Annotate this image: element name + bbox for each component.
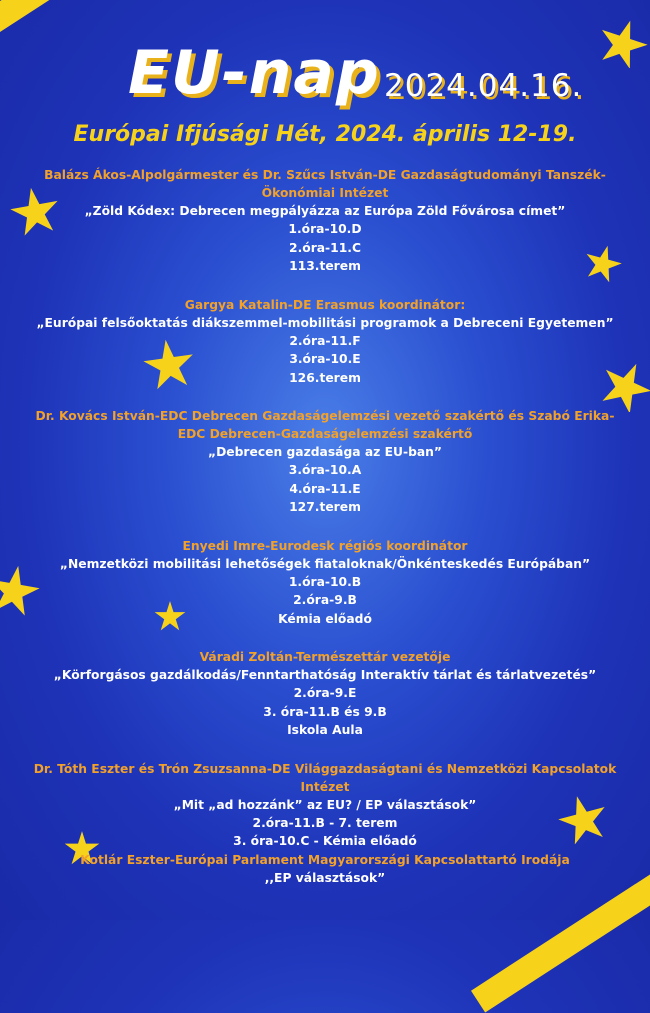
event-speaker: Dr. Tóth Eszter és Trón Zsuzsanna-DE Világgazdaságtani és Nemzetközi Kapcsolatok Intézet bbox=[33, 761, 617, 794]
event-talk-title: „Európai felsőoktatás diákszemmel-mobilitási programok a Debreceni Egyetemen” bbox=[36, 315, 614, 330]
event-schedule-line: 2.óra-9.E bbox=[293, 686, 357, 700]
header bbox=[0, 38, 650, 118]
event-schedule-line: 1.óra-10.D bbox=[288, 222, 362, 236]
event-schedule-line: 3.óra-10.E bbox=[289, 352, 361, 366]
event-speaker: Gargya Katalin-DE Erasmus koordinátor: bbox=[184, 297, 466, 312]
event-speaker: Dr. Kovács István-EDC Debrecen Gazdaságelemzési vezető szakértő és Szabó Erika-EDC Debrecen-Gazdaságelemzési szakértő bbox=[35, 409, 615, 441]
event-block bbox=[30, 166, 620, 276]
event-schedule-line: 3. óra-11.B és 9.B bbox=[263, 704, 387, 719]
event-schedule-line: 2.óra-11.F bbox=[289, 333, 361, 348]
event-schedule-line: 3. óra-10.C - Kémia előadó bbox=[233, 834, 417, 848]
event-talk-title: „Debrecen gazdasága az EU-ban” bbox=[207, 445, 443, 459]
event-room: Iskola Aula bbox=[287, 723, 363, 737]
event-schedule-line: 2.óra-11.B - 7. terem bbox=[252, 815, 398, 830]
event-room: 127.terem bbox=[289, 500, 361, 514]
event-talk-title: „Nemzetközi mobilitási lehetőségek fiataloknak/Önkénteskedés Európában” bbox=[59, 556, 591, 571]
event-room: 126.terem bbox=[289, 370, 361, 385]
event-schedule-line: 2.óra-11.C bbox=[289, 240, 361, 255]
event-block bbox=[30, 851, 620, 887]
event-speaker: Enyedi Imre-Eurodesk régiós koordinátor bbox=[182, 538, 468, 553]
program-list bbox=[30, 166, 620, 887]
event-block bbox=[30, 537, 620, 629]
page-subtitle: Európai Ifjúsági Hét, 2024. április 12-19. bbox=[73, 122, 577, 147]
event-speaker: Balázs Ákos-Alpolgármester és Dr. Szűcs István-DE Gazdaságtudományi Tanszék-Ökonómiai Intézet bbox=[44, 168, 606, 200]
page-title: EU-nap bbox=[128, 38, 381, 108]
event-talk-title: ,,EP választások” bbox=[264, 870, 386, 885]
event-block bbox=[30, 407, 620, 517]
event-schedule-line: 2.óra-9.B bbox=[293, 593, 357, 607]
event-schedule-line: 4.óra-11.E bbox=[289, 481, 361, 496]
event-date: 2024.04.16. bbox=[384, 68, 583, 104]
event-schedule-line: 3.óra-10.A bbox=[288, 463, 362, 477]
event-talk-title: „Zöld Kódex: Debrecen megpályázza az Európa Zöld Fővárosa címet” bbox=[84, 204, 566, 218]
event-speaker: Kotlár Eszter-Európai Parlament Magyarországi Kapcsolattartó Irodája bbox=[80, 852, 570, 867]
event-block bbox=[30, 648, 620, 740]
event-talk-title: „Mit „ad hozzánk” az EU? / EP választások” bbox=[173, 797, 477, 812]
event-room: Kémia előadó bbox=[278, 611, 372, 626]
event-schedule-line: 1.óra-10.B bbox=[288, 574, 362, 589]
event-talk-title: „Körforgásos gazdálkodás/Fenntarthatóság Interaktív tárlat és tárlatvezetés” bbox=[53, 668, 597, 682]
event-block bbox=[30, 296, 620, 388]
event-room: 113.terem bbox=[289, 259, 361, 273]
event-speaker: Váradi Zoltán-Természettár vezetője bbox=[199, 650, 451, 664]
event-block bbox=[30, 760, 620, 851]
